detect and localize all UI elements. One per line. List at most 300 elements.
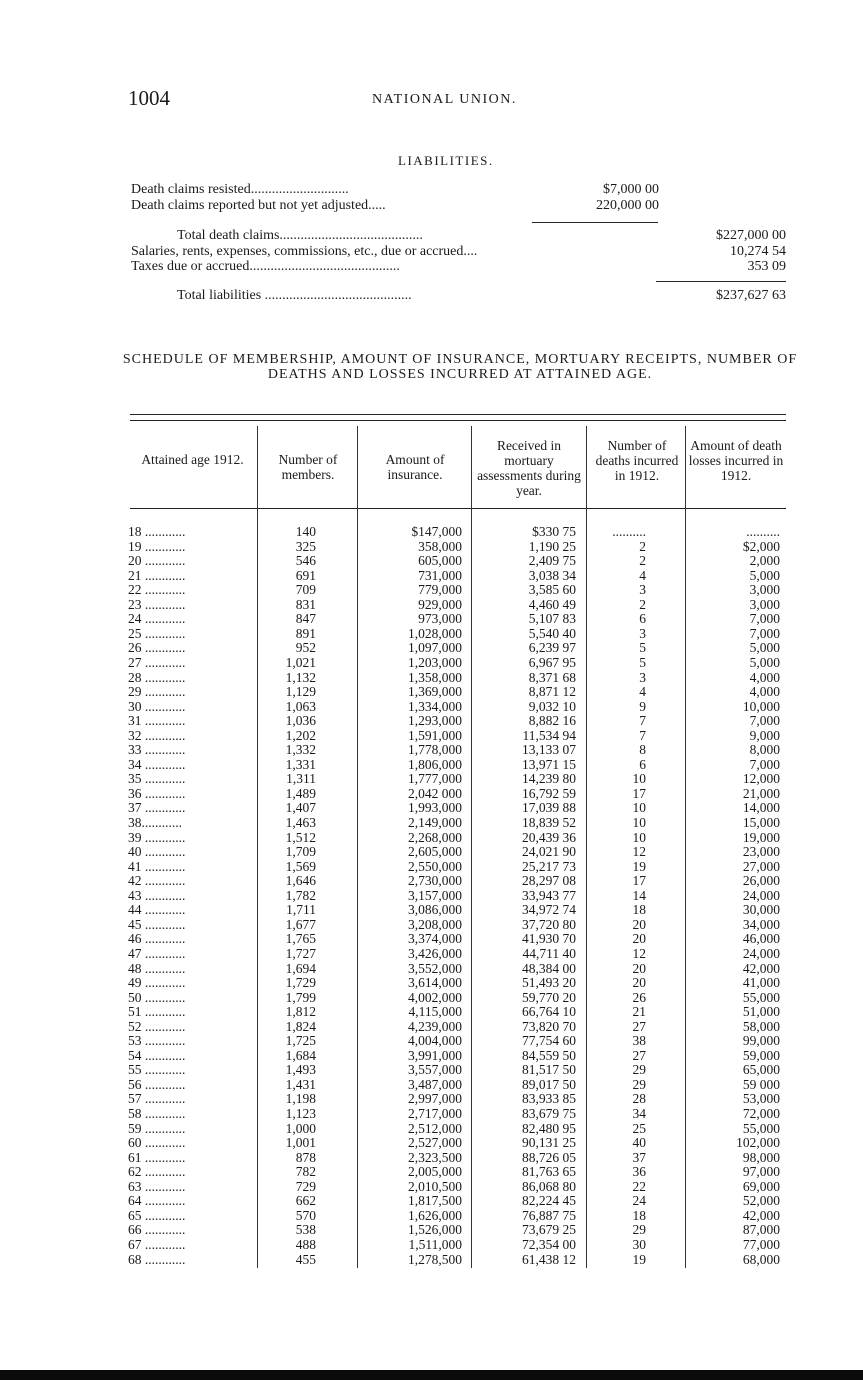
members-cell: 1,512 xyxy=(285,829,316,845)
received-cell: 81,763 65 xyxy=(522,1164,576,1180)
deaths-cell: 10 xyxy=(632,829,646,845)
members-cell: 729 xyxy=(295,1178,316,1194)
table-row xyxy=(128,641,786,656)
table-top-rule xyxy=(130,414,786,415)
insurance-cell: 3,086,000 xyxy=(408,902,462,918)
age-cell: 56 ............ xyxy=(128,1076,186,1092)
losses-cell: 3,000 xyxy=(749,582,780,598)
members-cell: 1,021 xyxy=(285,654,316,670)
losses-cell: 2,000 xyxy=(749,553,780,569)
losses-cell: 24,000 xyxy=(742,887,780,903)
members-cell: 140 xyxy=(295,524,316,539)
losses-cell: 65,000 xyxy=(742,1062,780,1078)
received-cell: 72,354 00 xyxy=(522,1236,576,1252)
losses-cell: 97,000 xyxy=(742,1164,780,1180)
insurance-cell: 4,239,000 xyxy=(408,1018,462,1034)
losses-cell: 41,000 xyxy=(742,975,780,991)
table-row xyxy=(128,1151,786,1166)
members-cell: 1,727 xyxy=(285,945,316,961)
losses-cell: 59,000 xyxy=(742,1047,780,1063)
age-cell: 66 ............ xyxy=(128,1222,186,1238)
deaths-cell: 20 xyxy=(632,960,646,976)
age-cell: 30 ............ xyxy=(128,698,186,714)
age-cell: 57 ............ xyxy=(128,1091,186,1107)
table-top-rule xyxy=(130,420,786,421)
deaths-cell: 20 xyxy=(632,916,646,932)
members-cell: 546 xyxy=(295,553,316,569)
deaths-cell: 24 xyxy=(632,1193,646,1209)
table-row xyxy=(128,729,786,744)
scan-edge xyxy=(0,1370,863,1380)
table-row xyxy=(128,1020,786,1035)
losses-cell: 102,000 xyxy=(736,1135,780,1151)
liability-label: Death claims resisted............................ xyxy=(131,182,349,197)
table-row xyxy=(128,1136,786,1151)
table-row xyxy=(128,1223,786,1238)
age-cell: 49 ............ xyxy=(128,975,186,991)
received-cell: 25,217 73 xyxy=(522,858,576,874)
age-cell: 58 ............ xyxy=(128,1106,186,1121)
age-cell: 51 ............ xyxy=(128,1004,186,1020)
losses-cell: 55,000 xyxy=(742,1120,780,1136)
insurance-cell: 1,778,000 xyxy=(408,742,462,758)
received-cell: 3,585 60 xyxy=(528,582,576,598)
losses-cell: 9,000 xyxy=(749,727,780,743)
deaths-cell: 34 xyxy=(632,1106,646,1121)
members-cell: 1,311 xyxy=(286,771,316,787)
insurance-cell: 1,097,000 xyxy=(408,640,462,656)
received-cell: 41,930 70 xyxy=(522,931,576,947)
losses-cell: 8,000 xyxy=(749,742,780,758)
deaths-cell: 3 xyxy=(639,582,646,598)
deaths-cell: 37 xyxy=(632,1149,646,1165)
age-cell: 47 ............ xyxy=(128,945,186,961)
members-cell: 1,489 xyxy=(285,785,316,801)
insurance-cell: 3,208,000 xyxy=(408,916,462,932)
age-cell: 68 ............ xyxy=(128,1251,186,1267)
received-cell: 51,493 20 xyxy=(522,975,576,991)
members-cell: 1,646 xyxy=(285,873,316,889)
age-cell: 65 ............ xyxy=(128,1207,186,1223)
page-number: 1004 xyxy=(128,86,170,110)
deaths-cell: 3 xyxy=(639,669,646,685)
deaths-cell: 18 xyxy=(632,1207,646,1223)
members-cell: 1,694 xyxy=(285,960,316,976)
received-cell: 59,770 20 xyxy=(522,989,576,1005)
members-cell: 1,407 xyxy=(285,800,316,816)
insurance-cell: 1,369,000 xyxy=(408,684,462,700)
members-cell: 1,677 xyxy=(285,916,316,932)
deaths-cell: 10 xyxy=(632,800,646,816)
table-row xyxy=(128,612,786,627)
liability-row xyxy=(131,198,786,214)
table-row xyxy=(128,671,786,686)
received-cell: 73,679 25 xyxy=(522,1222,576,1238)
table-row xyxy=(128,860,786,875)
age-cell: 43 ............ xyxy=(128,887,186,903)
members-cell: 1,000 xyxy=(285,1120,316,1136)
liability-total: $227,000 00 xyxy=(716,228,786,243)
losses-cell: 27,000 xyxy=(742,858,780,874)
liability-label: Death claims reported but not yet adjusted..... xyxy=(131,198,386,213)
members-cell: 1,799 xyxy=(285,989,316,1005)
insurance-cell: 2,512,000 xyxy=(408,1120,462,1136)
received-cell: 81,517 50 xyxy=(522,1062,576,1078)
deaths-cell: 27 xyxy=(632,1047,646,1063)
liability-amount: $7,000 00 xyxy=(603,182,659,197)
members-cell: 1,202 xyxy=(285,727,316,743)
members-cell: 952 xyxy=(295,640,316,656)
losses-cell: $2,000 xyxy=(742,538,780,554)
insurance-cell: 4,002,000 xyxy=(408,989,462,1005)
insurance-cell: 2,010,500 xyxy=(408,1178,462,1194)
deaths-cell: 28 xyxy=(632,1091,646,1107)
age-cell: 61 ............ xyxy=(128,1149,186,1165)
received-cell: 48,384 00 xyxy=(522,960,576,976)
deaths-cell: 29 xyxy=(632,1222,646,1238)
received-cell: 1,190 25 xyxy=(528,538,576,554)
liability-label: Total death claims......................................... xyxy=(177,228,423,243)
received-cell: 11,534 94 xyxy=(522,727,576,743)
members-cell: 455 xyxy=(295,1251,316,1267)
age-cell: 33 ............ xyxy=(128,742,186,758)
header-received: Received in mortuary assessments during year. xyxy=(477,438,581,498)
losses-cell: 69,000 xyxy=(742,1178,780,1194)
members-cell: 1,824 xyxy=(285,1018,316,1034)
insurance-cell: 2,149,000 xyxy=(408,815,462,830)
age-cell: 26 ............ xyxy=(128,640,186,656)
table-row xyxy=(128,1122,786,1137)
deaths-cell: 2 xyxy=(639,553,646,569)
losses-cell: 87,000 xyxy=(742,1222,780,1238)
insurance-cell: 2,527,000 xyxy=(408,1135,462,1151)
deaths-cell: 4 xyxy=(639,567,646,583)
age-cell: 50 ............ xyxy=(128,989,186,1005)
deaths-cell: 2 xyxy=(639,596,646,612)
deaths-cell: 8 xyxy=(639,742,646,758)
members-cell: 538 xyxy=(295,1222,316,1238)
deaths-cell: 17 xyxy=(632,873,646,889)
age-cell: 48 ............ xyxy=(128,960,186,976)
losses-cell: 4,000 xyxy=(749,669,780,685)
received-cell: 18,839 52 xyxy=(522,815,576,830)
losses-cell: 26,000 xyxy=(742,873,780,889)
received-cell: 66,764 10 xyxy=(522,1004,576,1020)
received-cell: 61,438 12 xyxy=(522,1251,576,1267)
losses-cell: 77,000 xyxy=(742,1236,780,1252)
received-cell: 76,887 75 xyxy=(522,1207,576,1223)
deaths-cell: 19 xyxy=(632,858,646,874)
insurance-cell: 929,000 xyxy=(418,596,462,612)
losses-cell: 3,000 xyxy=(749,596,780,612)
members-cell: 1,063 xyxy=(285,698,316,714)
liability-total: $237,627 63 xyxy=(716,288,786,303)
schedule-title: SCHEDULE OF MEMBERSHIP, AMOUNT OF INSURANCE, MORTUARY RECEIPTS, NUMBER OF DEATHS AND LOSSES INCURRED AT ATTAINED AGE. xyxy=(122,352,798,382)
age-cell: 63 ............ xyxy=(128,1178,186,1194)
losses-cell: 7,000 xyxy=(749,713,780,729)
table-row xyxy=(128,1034,786,1049)
insurance-cell: 2,268,000 xyxy=(408,829,462,845)
losses-cell: 15,000 xyxy=(742,815,780,830)
members-cell: 709 xyxy=(295,582,316,598)
received-cell: 6,967 95 xyxy=(528,654,576,670)
age-cell: 59 ............ xyxy=(128,1120,186,1136)
deaths-cell: 6 xyxy=(639,756,646,772)
table-row xyxy=(128,831,786,846)
received-cell: 13,133 07 xyxy=(522,742,576,758)
insurance-cell: 3,426,000 xyxy=(408,945,462,961)
insurance-cell: 2,550,000 xyxy=(408,858,462,874)
deaths-cell: 9 xyxy=(639,698,646,714)
table-row xyxy=(128,743,786,758)
members-cell: 1,493 xyxy=(285,1062,316,1078)
received-cell: 16,792 59 xyxy=(522,785,576,801)
members-cell: 831 xyxy=(295,596,316,612)
deaths-cell: 36 xyxy=(632,1164,646,1180)
table-row xyxy=(128,700,786,715)
losses-cell: 46,000 xyxy=(742,931,780,947)
losses-cell: 53,000 xyxy=(742,1091,780,1107)
age-cell: 41 ............ xyxy=(128,858,186,874)
deaths-cell: 27 xyxy=(632,1018,646,1034)
received-cell: $330 75 xyxy=(532,524,576,539)
table-row xyxy=(128,627,786,642)
liability-label: Taxes due or accrued........................................... xyxy=(131,259,400,274)
table-row xyxy=(128,554,786,569)
table-row xyxy=(128,962,786,977)
members-cell: 1,684 xyxy=(285,1047,316,1063)
age-cell: 22 ............ xyxy=(128,582,186,598)
members-cell: 847 xyxy=(295,611,316,627)
received-cell: 83,679 75 xyxy=(522,1106,576,1121)
deaths-cell: 6 xyxy=(639,611,646,627)
received-cell: 3,038 34 xyxy=(528,567,576,583)
members-cell: 782 xyxy=(295,1164,316,1180)
losses-cell: 72,000 xyxy=(742,1106,780,1121)
age-cell: 37 ............ xyxy=(128,800,186,816)
table-row xyxy=(128,525,786,540)
table-row xyxy=(128,1253,786,1268)
table-row xyxy=(128,947,786,962)
received-cell: 9,032 10 xyxy=(528,698,576,714)
deaths-cell: 38 xyxy=(632,1033,646,1049)
table-row xyxy=(128,903,786,918)
insurance-cell: 3,557,000 xyxy=(408,1062,462,1078)
table-row xyxy=(128,1165,786,1180)
received-cell: 82,224 45 xyxy=(522,1193,576,1209)
table-row xyxy=(128,816,786,831)
members-cell: 662 xyxy=(295,1193,316,1209)
age-cell: 24 ............ xyxy=(128,611,186,627)
received-cell: 17,039 88 xyxy=(522,800,576,816)
deaths-cell: 29 xyxy=(632,1062,646,1078)
losses-cell: 42,000 xyxy=(742,960,780,976)
deaths-cell: 3 xyxy=(639,625,646,641)
liability-row xyxy=(131,288,786,304)
insurance-cell: 1,358,000 xyxy=(408,669,462,685)
age-cell: 34 ............ xyxy=(128,756,186,772)
received-cell: 8,871 12 xyxy=(528,684,576,700)
losses-cell: 55,000 xyxy=(742,989,780,1005)
deaths-cell: 26 xyxy=(632,989,646,1005)
insurance-cell: 4,004,000 xyxy=(408,1033,462,1049)
deaths-cell: 29 xyxy=(632,1076,646,1092)
liability-total: 353 09 xyxy=(747,259,786,274)
insurance-cell: 3,991,000 xyxy=(408,1047,462,1063)
insurance-cell: 605,000 xyxy=(418,553,462,569)
members-cell: 1,198 xyxy=(285,1091,316,1107)
insurance-cell: 1,278,500 xyxy=(408,1251,462,1267)
received-cell: 86,068 80 xyxy=(522,1178,576,1194)
liabilities-title: LIABILITIES. xyxy=(398,153,494,168)
liability-label: Salaries, rents, expenses, commissions, etc., due or accrued.... xyxy=(131,244,478,259)
insurance-cell: 1,626,000 xyxy=(408,1207,462,1223)
insurance-cell: 1,334,000 xyxy=(408,698,462,714)
members-cell: 1,782 xyxy=(285,887,316,903)
age-cell: 44 ............ xyxy=(128,902,186,918)
table-row xyxy=(128,1194,786,1209)
table-row xyxy=(128,685,786,700)
insurance-cell: $147,000 xyxy=(411,524,462,539)
age-cell: 52 ............ xyxy=(128,1018,186,1034)
table-row xyxy=(128,1209,786,1224)
losses-cell: 7,000 xyxy=(749,611,780,627)
header-age: Attained age 1912. xyxy=(141,452,244,467)
received-cell: 2,409 75 xyxy=(528,553,576,569)
liability-row xyxy=(131,182,786,198)
members-cell: 1,332 xyxy=(285,742,316,758)
members-cell: 1,463 xyxy=(285,815,316,830)
received-cell: 89,017 50 xyxy=(522,1076,576,1092)
age-cell: 18 ............ xyxy=(128,524,186,539)
age-cell: 62 ............ xyxy=(128,1164,186,1180)
insurance-cell: 973,000 xyxy=(418,611,462,627)
deaths-cell: 40 xyxy=(632,1135,646,1151)
table-row xyxy=(128,787,786,802)
table-row xyxy=(128,1092,786,1107)
received-cell: 8,882 16 xyxy=(528,713,576,729)
losses-cell: 12,000 xyxy=(742,771,780,787)
received-cell: 34,972 74 xyxy=(522,902,576,918)
received-cell: 83,933 85 xyxy=(522,1091,576,1107)
insurance-cell: 2,042 000 xyxy=(408,785,462,801)
insurance-cell: 2,005,000 xyxy=(408,1164,462,1180)
header-insurance: Amount of insurance. xyxy=(385,452,445,482)
received-cell: 24,021 90 xyxy=(522,844,576,860)
insurance-cell: 731,000 xyxy=(418,567,462,583)
losses-cell: 7,000 xyxy=(749,756,780,772)
insurance-cell: 1,526,000 xyxy=(408,1222,462,1238)
insurance-cell: 1,203,000 xyxy=(408,654,462,670)
received-cell: 14,239 80 xyxy=(522,771,576,787)
liability-row xyxy=(131,228,786,244)
age-cell: 40 ............ xyxy=(128,844,186,860)
age-cell: 36 ............ xyxy=(128,785,186,801)
insurance-cell: 3,157,000 xyxy=(408,887,462,903)
members-cell: 878 xyxy=(295,1149,316,1165)
table-row xyxy=(128,656,786,671)
age-cell: 25 ............ xyxy=(128,625,186,641)
losses-cell: 23,000 xyxy=(742,844,780,860)
losses-cell: 51,000 xyxy=(742,1004,780,1020)
received-cell: 88,726 05 xyxy=(522,1149,576,1165)
received-cell: 90,131 25 xyxy=(522,1135,576,1151)
losses-cell: 14,000 xyxy=(742,800,780,816)
members-cell: 488 xyxy=(295,1236,316,1252)
received-cell: 5,540 40 xyxy=(528,625,576,641)
members-cell: 1,729 xyxy=(285,975,316,991)
losses-cell: 68,000 xyxy=(742,1251,780,1267)
losses-cell: .......... xyxy=(746,524,780,539)
table-row xyxy=(128,772,786,787)
deaths-cell: 5 xyxy=(639,640,646,656)
age-cell: 21 ............ xyxy=(128,567,186,583)
age-cell: 28 ............ xyxy=(128,669,186,685)
table-row xyxy=(128,845,786,860)
members-cell: 1,036 xyxy=(285,713,316,729)
insurance-cell: 358,000 xyxy=(418,538,462,554)
deaths-cell: 21 xyxy=(632,1004,646,1020)
age-cell: 19 ............ xyxy=(128,538,186,554)
header-losses: Amount of death losses incurred in 1912. xyxy=(688,438,784,483)
members-cell: 1,129 xyxy=(285,684,316,700)
insurance-cell: 2,605,000 xyxy=(408,844,462,860)
received-cell: 20,439 36 xyxy=(522,829,576,845)
members-cell: 1,709 xyxy=(285,844,316,860)
members-cell: 325 xyxy=(295,538,316,554)
age-cell: 60 ............ xyxy=(128,1135,186,1151)
table-row xyxy=(128,991,786,1006)
deaths-cell: .......... xyxy=(612,524,646,539)
deaths-cell: 7 xyxy=(639,727,646,743)
deaths-cell: 12 xyxy=(632,844,646,860)
received-cell: 37,720 80 xyxy=(522,916,576,932)
received-cell: 33,943 77 xyxy=(522,887,576,903)
table-row xyxy=(128,758,786,773)
received-cell: 73,820 70 xyxy=(522,1018,576,1034)
received-cell: 6,239 97 xyxy=(528,640,576,656)
deaths-cell: 30 xyxy=(632,1236,646,1252)
members-cell: 1,001 xyxy=(285,1135,316,1151)
age-cell: 29 ............ xyxy=(128,684,186,700)
members-cell: 691 xyxy=(295,567,316,583)
received-cell: 44,711 40 xyxy=(522,945,576,961)
table-header-rule xyxy=(130,508,786,509)
losses-cell: 42,000 xyxy=(742,1207,780,1223)
table-row xyxy=(128,1078,786,1093)
subtotal-rule xyxy=(532,222,658,223)
table-row xyxy=(128,1238,786,1253)
members-cell: 1,569 xyxy=(285,858,316,874)
table-row xyxy=(128,1049,786,1064)
deaths-cell: 2 xyxy=(639,538,646,554)
losses-cell: 52,000 xyxy=(742,1193,780,1209)
age-cell: 67 ............ xyxy=(128,1236,186,1252)
age-cell: 39 ............ xyxy=(128,829,186,845)
total-rule xyxy=(656,281,786,282)
members-cell: 1,331 xyxy=(285,756,316,772)
insurance-cell: 2,717,000 xyxy=(408,1106,462,1121)
losses-cell: 10,000 xyxy=(742,698,780,714)
deaths-cell: 7 xyxy=(639,713,646,729)
deaths-cell: 12 xyxy=(632,945,646,961)
members-cell: 1,123 xyxy=(285,1106,316,1121)
deaths-cell: 14 xyxy=(632,887,646,903)
losses-cell: 99,000 xyxy=(742,1033,780,1049)
table-row xyxy=(128,801,786,816)
insurance-cell: 2,730,000 xyxy=(408,873,462,889)
liability-amount: 220,000 00 xyxy=(596,198,659,213)
